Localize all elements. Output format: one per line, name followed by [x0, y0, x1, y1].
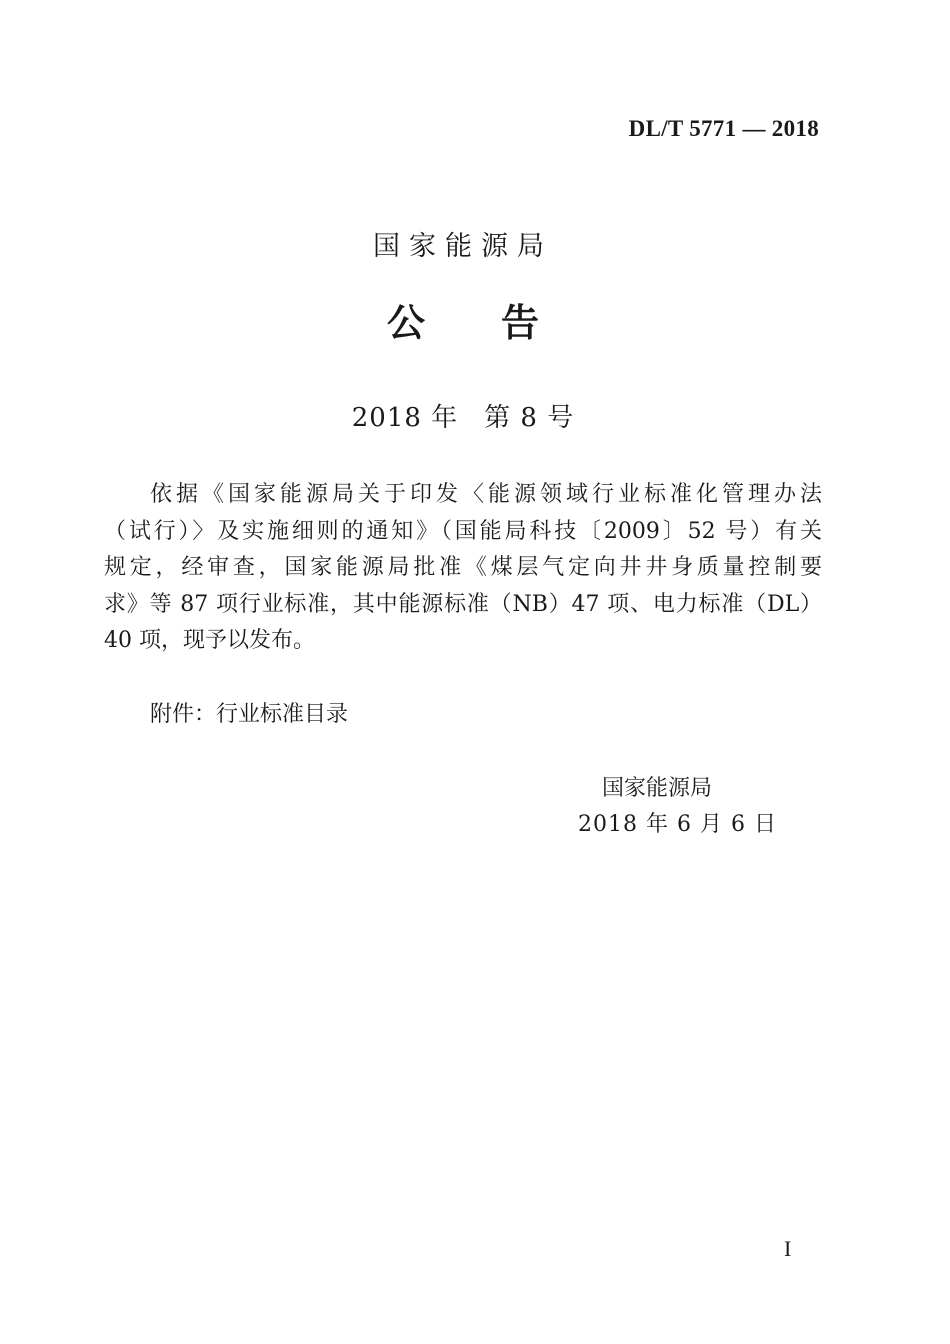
announcement-sequence: 第 8 号 — [484, 403, 575, 433]
standard-code: DL/T 5771 — 2018 — [628, 116, 819, 141]
body-line: 规定，经审查，国家能源局批准《煤层气定向井井身质量控制要 — [104, 555, 822, 580]
attachment-note: 附件：行业标准目录 — [150, 702, 349, 727]
title-char-2: 告 — [501, 301, 540, 345]
page-number: I — [784, 1236, 792, 1261]
body-line: 40 项，现予以发布。 — [104, 628, 315, 653]
body-line: 依据《国家能源局关于印发〈能源领域行业标准化管理办法 — [150, 482, 822, 507]
title-char-1: 公 — [386, 301, 425, 345]
signature-date: 2018 年 6 月 6 日 — [578, 812, 777, 837]
body-paragraph — [104, 477, 822, 660]
body-line: （试行）〉及实施细则的通知》（国能局科技〔2009〕52 号）有关 — [104, 518, 822, 544]
document-title — [0, 292, 926, 347]
issuer-name: 国家能源局 — [373, 231, 553, 262]
announcement-year: 2018 年 — [351, 403, 459, 433]
body-line: 求》等 87 项行业标准，其中能源标准（NB）47 项、电力标准（DL） — [104, 591, 822, 617]
signature-organization: 国家能源局 — [602, 776, 713, 801]
announcement-number — [0, 397, 926, 434]
